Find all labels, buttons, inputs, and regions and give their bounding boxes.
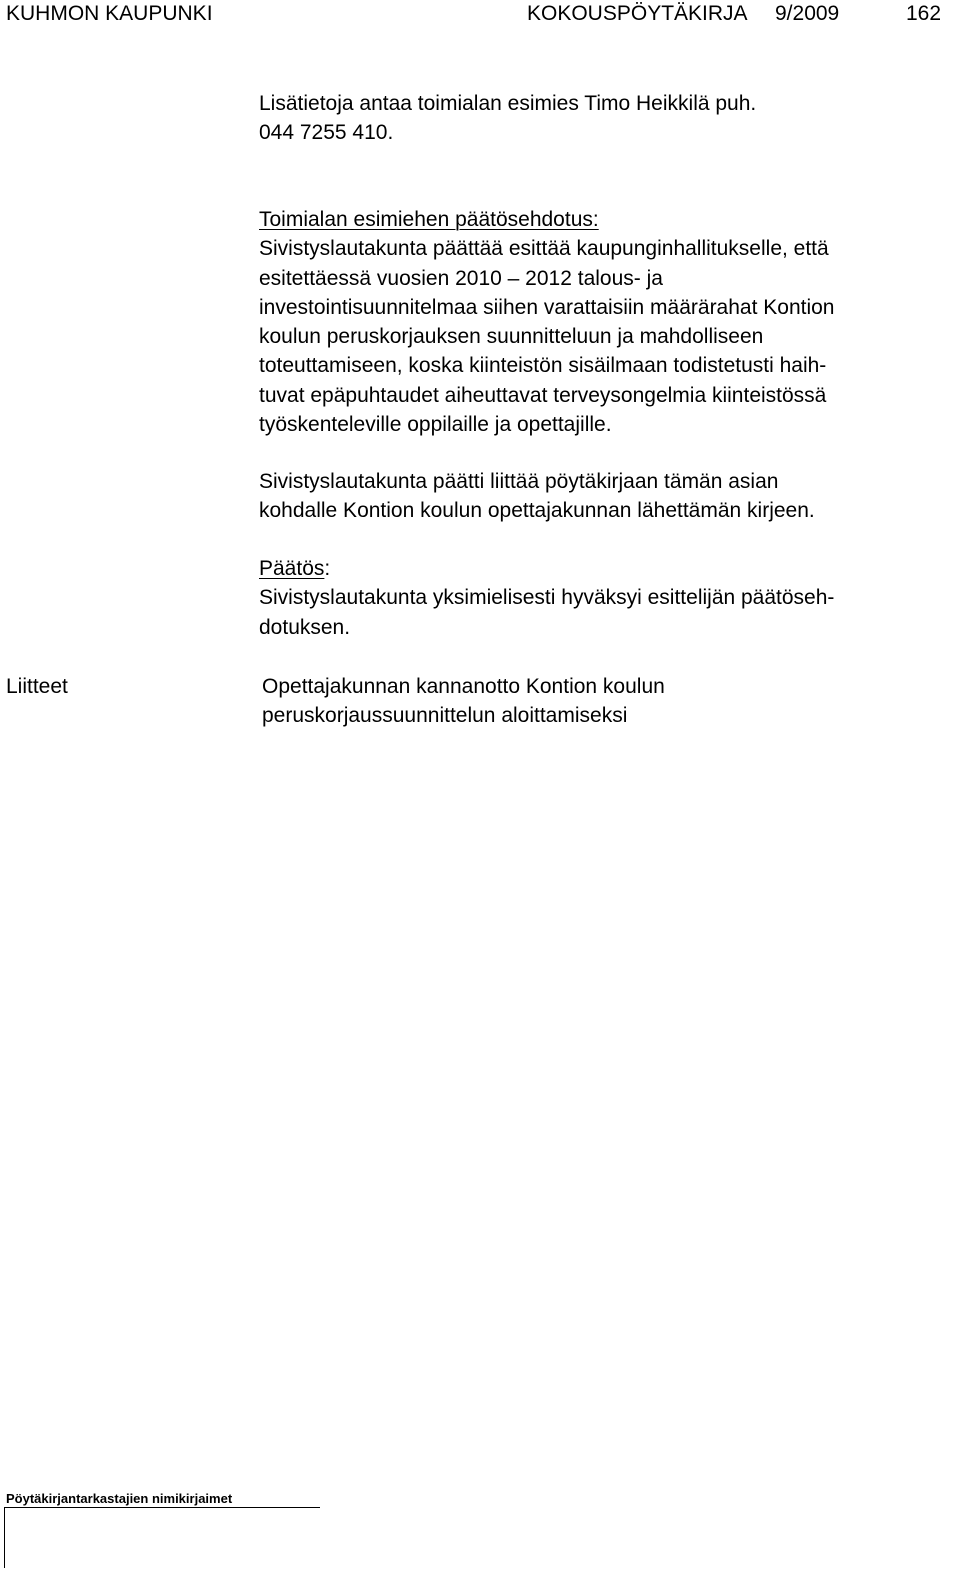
reviewer-initials-label: Pöytäkirjantarkastajien nimikirjaimet — [6, 1491, 233, 1506]
proposal-section — [259, 205, 835, 439]
contact-info-paragraph — [259, 89, 756, 148]
attachment-item-line: peruskorjaussuunnittelun aloittamiseksi — [262, 704, 628, 727]
attachment-note-paragraph — [259, 467, 815, 526]
contact-info-line: Lisätietoja antaa toimialan esimies Timo Heikkilä puh. — [259, 92, 757, 115]
decision-line: dotuksen. — [259, 615, 351, 639]
attachment-note-line: kohdalle Kontion koulun opettajakunnan lähettämän kirjeen. — [259, 499, 815, 523]
page-number: 162 — [906, 2, 942, 25]
meeting-number: 9/2009 — [775, 2, 840, 25]
decision-heading-row — [259, 554, 834, 583]
proposal-line: koulun peruskorjauksen suunnitteluun ja mahdolliseen — [259, 325, 764, 349]
attachments-label: Liitteet — [6, 675, 68, 698]
footer-divider — [4, 1507, 320, 1508]
decision-heading: Päätös — [259, 557, 325, 580]
attachment-note-line: Sivistyslautakunta päätti liittää pöytäkirjaan tämän asian — [259, 470, 779, 493]
attachment-item-line: Opettajakunnan kannanotto Kontion koulun — [262, 675, 665, 698]
proposal-line: investointisuunnitelmaa siihen varattaisiin määrärahat Kontion — [259, 295, 835, 319]
proposal-line: esitettäessä vuosien 2010 – 2012 talous- ja — [259, 266, 663, 290]
contact-info-line: 044 7255 410. — [259, 121, 394, 145]
attachments-list — [262, 672, 665, 730]
decision-line: Sivistyslautakunta yksimielisesti hyväksyi esittelijän päätöseh- — [259, 586, 835, 610]
document-type: KOKOUSPÖYTÄKIRJA — [527, 2, 748, 25]
proposal-line: Sivistyslautakunta päättää esittää kaupunginhallitukselle, että — [259, 237, 829, 261]
proposal-line: tuvat epäpuhtaudet aiheuttavat terveysongelmia kiinteistössä — [259, 383, 827, 407]
proposal-heading: Toimialan esimiehen päätösehdotus: — [259, 208, 599, 231]
decision-section — [259, 554, 834, 642]
proposal-line: työskenteleville oppilaille ja opettajille. — [259, 413, 612, 437]
proposal-line: toteuttamiseen, koska kiinteistön sisäilmaan todistetusti haih- — [259, 354, 827, 378]
initials-box-border — [4, 1508, 5, 1568]
organization-name: KUHMON KAUPUNKI — [6, 2, 213, 25]
decision-heading-colon: : — [324, 557, 331, 580]
